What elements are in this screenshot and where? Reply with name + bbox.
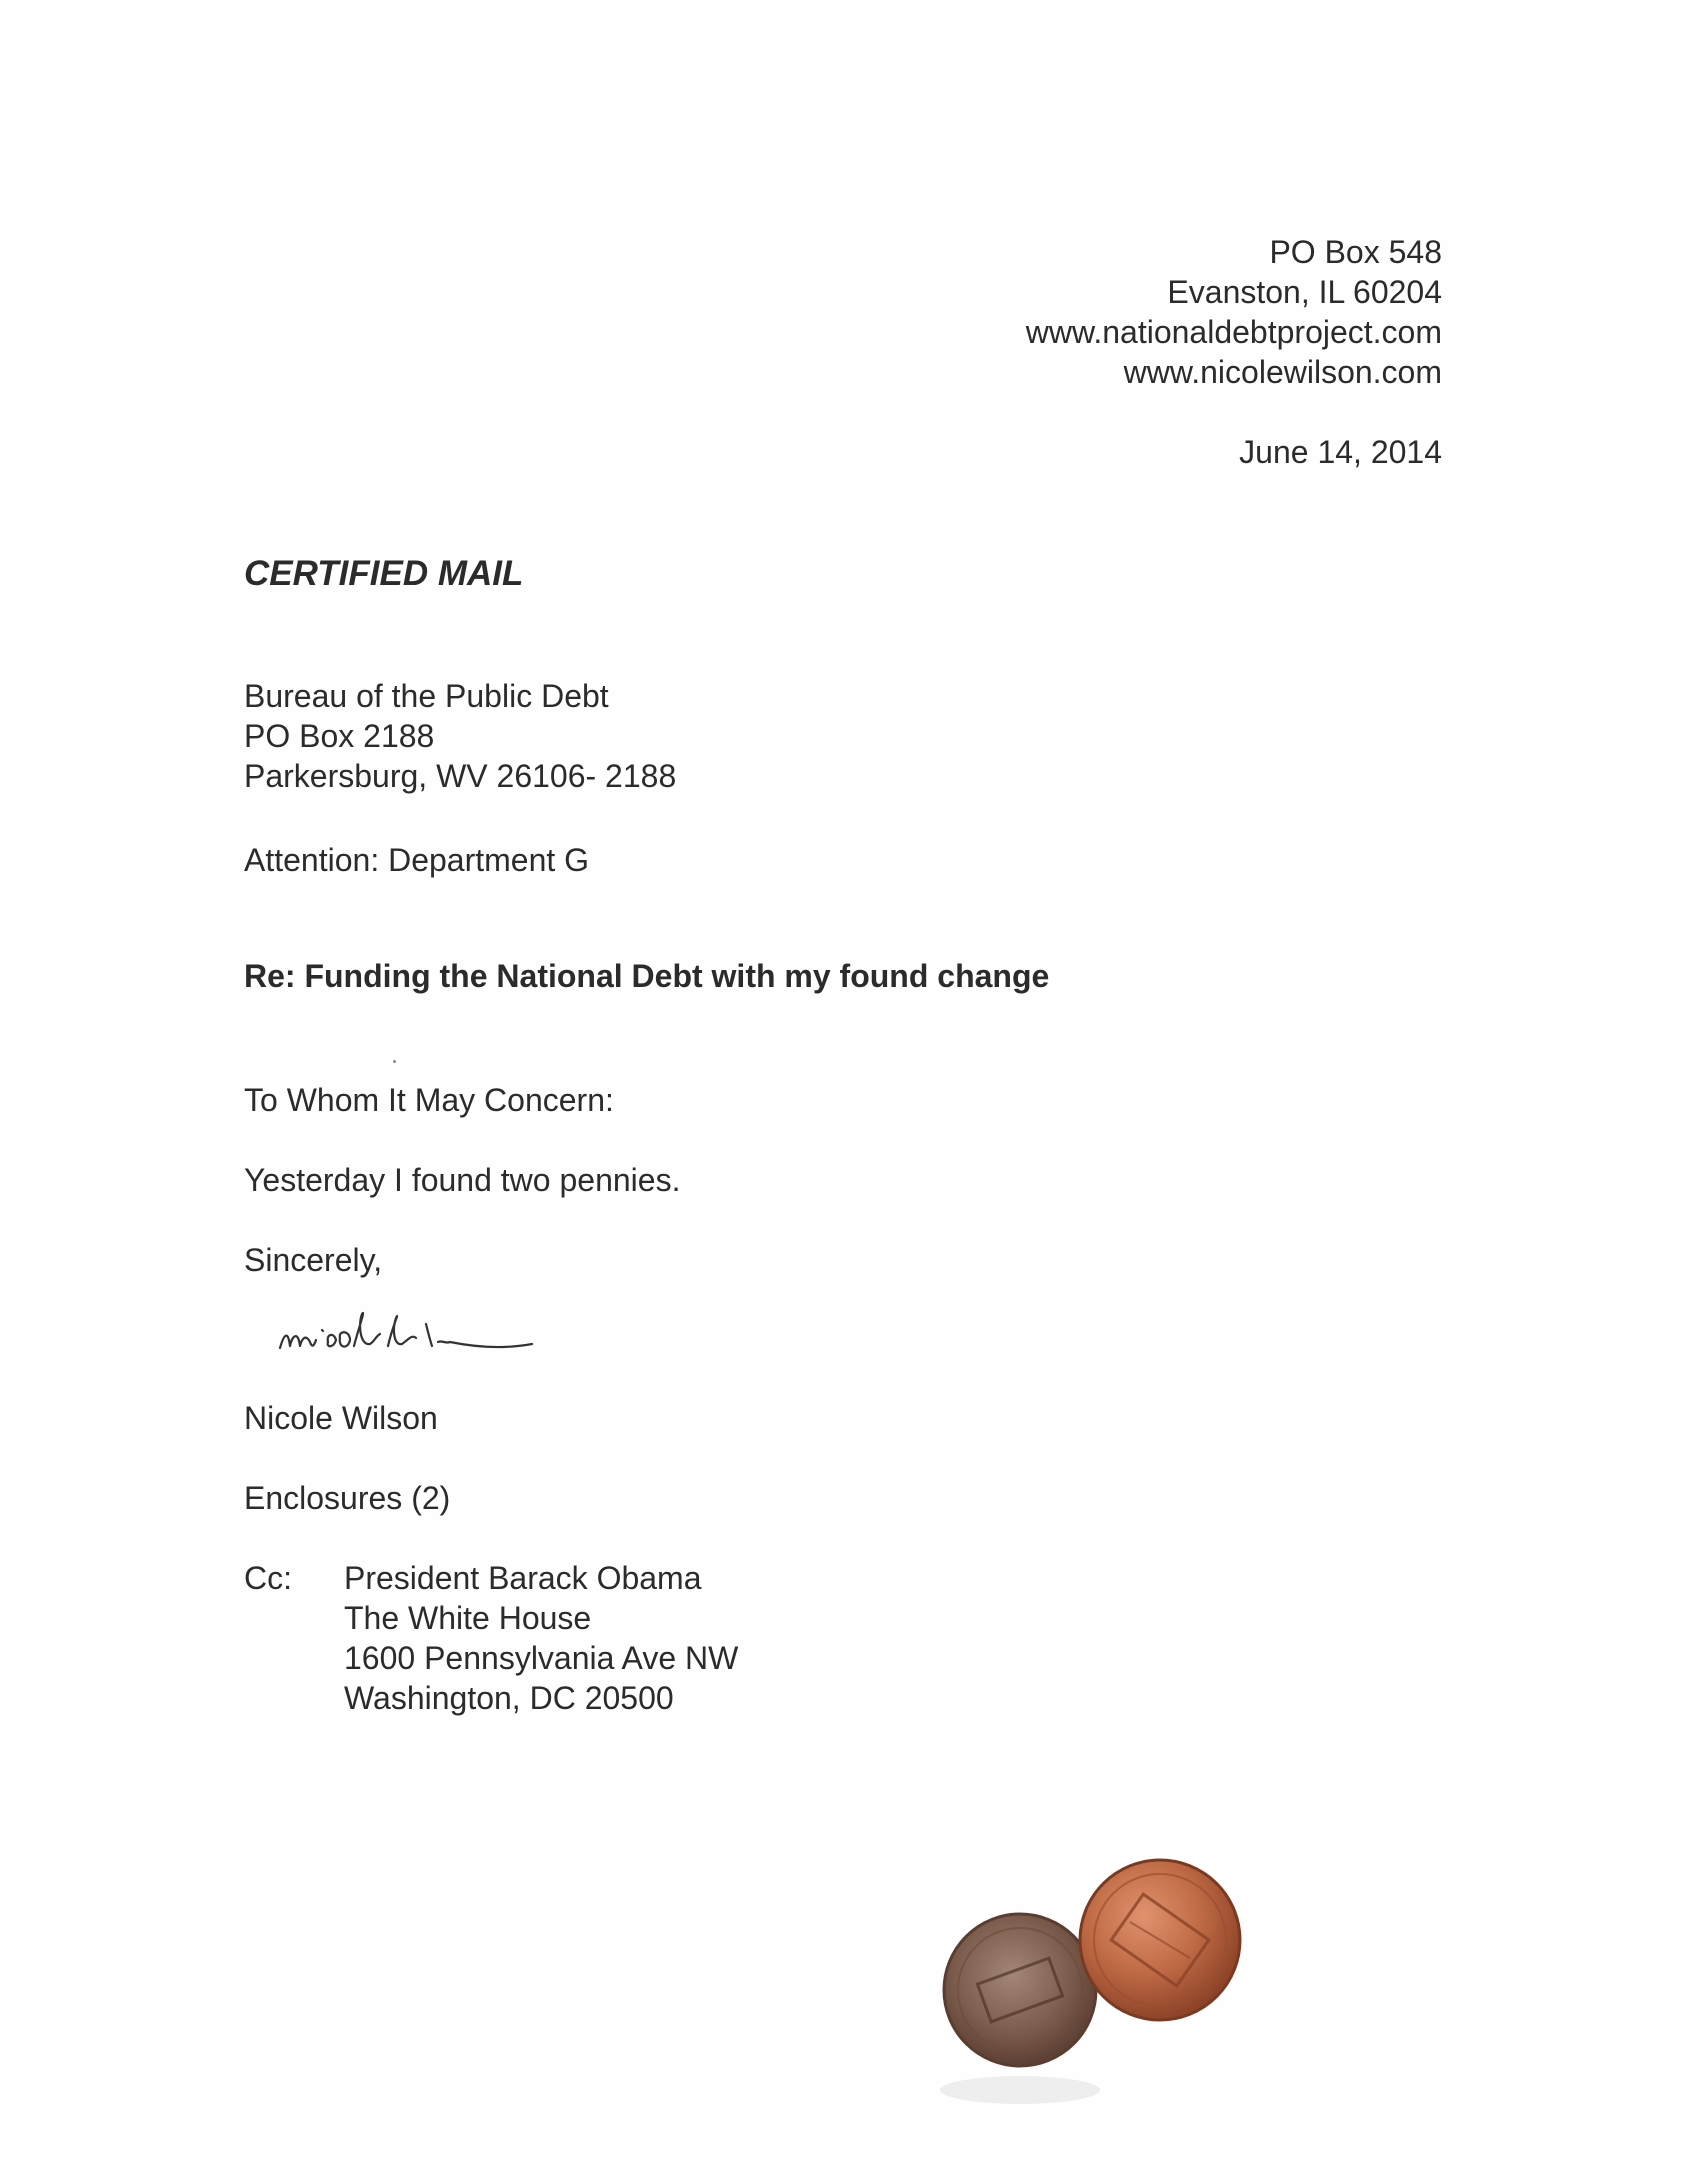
enclosures-line: Enclosures (2): [244, 1480, 451, 1516]
cc-address: [344, 1558, 738, 1718]
salutation: To Whom It May Concern:: [244, 1082, 614, 1118]
sender-po-box: PO Box 548: [1269, 234, 1442, 270]
pennies-icon: [920, 1840, 1280, 2120]
signature-icon: [270, 1290, 630, 1370]
sender-website-1: www.nationaldebtproject.com: [1025, 314, 1442, 350]
sender-address: [1026, 232, 1442, 392]
body-text: Yesterday I found two pennies.: [244, 1162, 681, 1198]
subject-line: Re: Funding the National Debt with my found change: [244, 958, 1050, 994]
recipient-po-box: PO Box 2188: [244, 718, 435, 754]
sender-website-2: www.nicolewilson.com: [1123, 354, 1442, 390]
scan-speck: [393, 1060, 396, 1063]
recipient-city: Parkersburg, WV 26106- 2188: [244, 758, 677, 794]
recipient-address: [244, 676, 676, 796]
signature-name: Nicole Wilson: [244, 1400, 438, 1436]
cc-building: The White House: [344, 1600, 592, 1636]
cc-name: President Barack Obama: [344, 1560, 702, 1596]
cc-street: 1600 Pennsylvania Ave NW: [344, 1640, 739, 1676]
cc-city: Washington, DC 20500: [344, 1680, 674, 1716]
letter-date: June 14, 2014: [1239, 434, 1442, 470]
sender-city: Evanston, IL 60204: [1167, 274, 1442, 310]
certified-mail-heading: CERTIFIED MAIL: [244, 554, 524, 593]
attention-line: Attention: Department G: [244, 842, 590, 878]
cc-label: Cc:: [244, 1560, 292, 1596]
recipient-name: Bureau of the Public Debt: [244, 678, 609, 714]
closing: Sincerely,: [244, 1242, 383, 1278]
